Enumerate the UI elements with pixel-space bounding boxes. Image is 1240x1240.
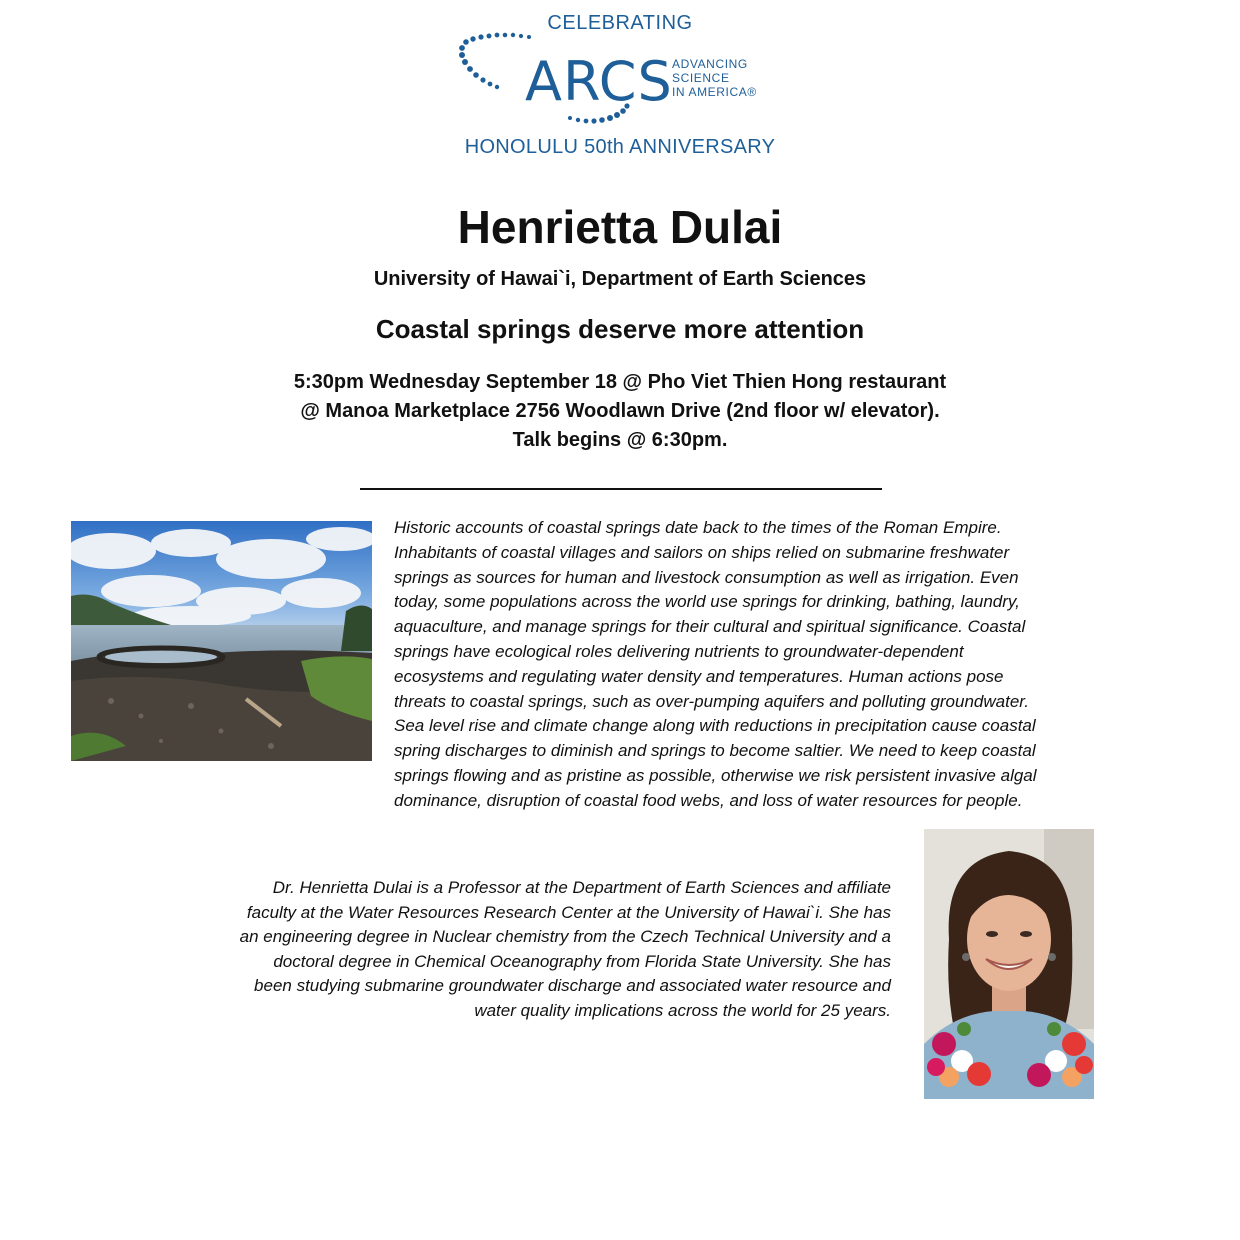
abstract-line: ecosystems and regulating water density and temperatures. Human actions pose xyxy=(394,666,1004,686)
bio-line: Dr. Henrietta Dulai is a Professor at the Department of Earth Sciences and affiliate xyxy=(272,878,891,897)
event-line: 5:30pm Wednesday September 18 @ Pho Viet Thien Hong restaurant xyxy=(293,371,947,393)
logo-arcs-wordmark: ARCS xyxy=(525,50,673,113)
speaker-portrait-photo xyxy=(924,829,1094,1099)
event-line: Talk begins @ 6:30pm. xyxy=(512,429,728,451)
talk-abstract xyxy=(394,516,1116,814)
logo-anniversary-text: HONOLULU 50th ANNIVERSARY xyxy=(464,136,776,158)
event-line: @ Manoa Marketplace 2756 Woodlawn Drive (2nd floor w/ elevator). xyxy=(300,400,940,422)
speaker-affiliation: University of Hawai`i, Department of Earth Sciences xyxy=(373,268,867,290)
portrait-illustration xyxy=(924,829,1094,1099)
abstract-line: dominance, disruption of coastal food webs, and loss of water resources for people. xyxy=(394,790,1023,810)
logo-tagline-line: IN AMERICA® xyxy=(672,85,757,99)
speaker-name: Henrietta Dulai xyxy=(457,201,783,253)
logo-celebrating-text: CELEBRATING xyxy=(547,12,693,34)
abstract-line: spring discharges to diminish and springs to become saltier. We need to keep coastal xyxy=(394,741,1036,761)
divider-line xyxy=(360,488,882,490)
bio-line: been studying submarine groundwater discharge and associated water resource and xyxy=(254,976,891,996)
bio-line: doctoral degree in Chemical Oceanography from Florida State University. She has xyxy=(273,951,891,971)
coastal-spring-illustration xyxy=(71,521,372,761)
abstract-line: springs as sources for human and livestock consumption as well as irrigation. Even xyxy=(394,567,1019,587)
abstract-line: aquaculture, and manage springs for their cultural and spiritual significance. Coastal xyxy=(394,617,1026,637)
bio-line: water quality implications across the world for 25 years. xyxy=(474,1000,891,1020)
abstract-line: today, some populations across the world use springs for drinking, bathing, laundry, xyxy=(394,592,1020,612)
logo-tagline xyxy=(672,57,757,99)
event-details xyxy=(0,368,1240,455)
bio-line: an engineering degree in Nuclear chemistry from the Czech Technical University and a xyxy=(239,927,891,947)
logo-tagline-line: ADVANCING xyxy=(672,57,748,71)
abstract-line: Sea level rise and climate change along with reductions in precipitation cause coastal xyxy=(394,716,1036,736)
coastal-spring-photo xyxy=(71,521,372,761)
arcs-logo xyxy=(0,0,1240,170)
logo-tagline-line: SCIENCE xyxy=(672,71,730,85)
abstract-line: springs flowing and as pristine as possible, otherwise we risk persistent invasive algal xyxy=(394,765,1037,785)
talk-title: Coastal springs deserve more attention xyxy=(375,314,865,344)
speaker-bio xyxy=(160,876,891,1024)
abstract-line: threats to coastal springs, such as over-pumping aquifers and polluting groundwater. xyxy=(394,691,1030,711)
abstract-line: springs have ecological roles delivering nutrients to groundwater-dependent xyxy=(394,641,964,661)
bio-line: faculty at the Water Resources Research Center at the University of Hawai`i. She has xyxy=(246,902,891,922)
abstract-line: Inhabitants of coastal villages and sailors on ships relied on submarine freshwater xyxy=(394,542,1010,562)
abstract-line: Historic accounts of coastal springs date back to the times of the Roman Empire. xyxy=(394,518,1002,537)
